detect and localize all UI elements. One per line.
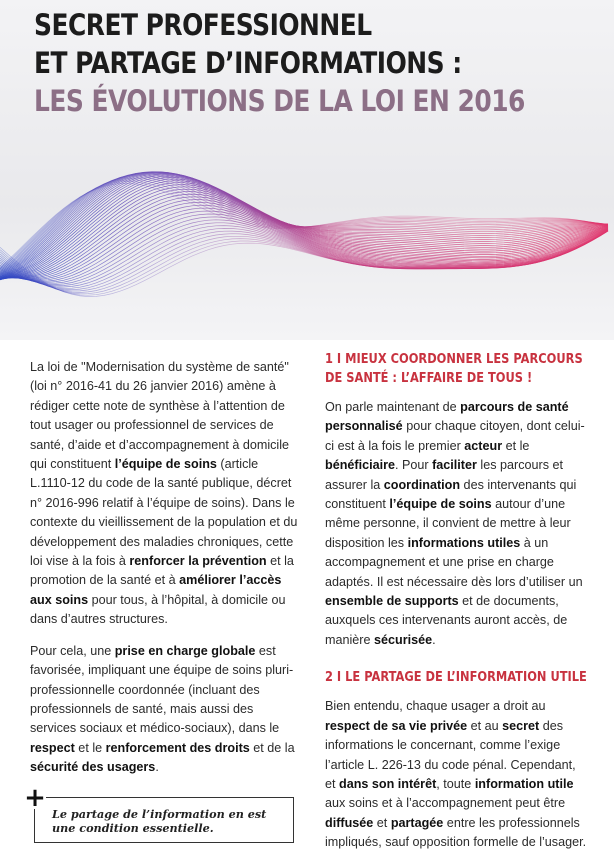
emphasis: partagée	[390, 815, 444, 830]
emphasis: acteur	[464, 438, 503, 453]
header-banner	[0, 0, 614, 340]
text: Pour cela, une	[30, 643, 115, 658]
wave-line	[0, 202, 608, 279]
text: et la promotion de la santé et à	[30, 554, 294, 588]
emphasis: améliorer l’accès aux soins	[30, 573, 282, 607]
section-2-paragraph	[325, 697, 589, 852]
emphasis: secret	[502, 718, 540, 733]
emphasis: diffusée	[325, 815, 374, 830]
emphasis: faciliter	[432, 458, 477, 473]
section-1-paragraph	[325, 398, 589, 650]
emphasis: renforcement des droits	[105, 740, 250, 755]
plus-icon: +	[24, 783, 46, 813]
text: les parcours et assurer la	[325, 458, 564, 492]
text: . Pour	[395, 458, 433, 473]
sections-column	[325, 350, 589, 865]
emphasis: bénéficiaire	[325, 458, 395, 473]
text: et le	[74, 740, 106, 755]
emphasis: informations utiles	[407, 535, 521, 550]
title-line-2: ET PARTAGE D’INFORMATIONS :	[34, 46, 462, 80]
emphasis: information utile	[474, 776, 574, 791]
text: .	[432, 632, 436, 647]
emphasis: coordination	[383, 477, 461, 492]
text: (article L.1110-12 du code de la santé publique, décret n° 2016-996 relatif à l’équipe de soins). Dans le contexte du vieillissement de la population et du développement des maladies chroniques, cette loi vise à la fois à	[30, 457, 298, 569]
intro-paragraph-2	[30, 642, 298, 778]
quote-text: Le partage de l’information en est une condition essentielle.	[52, 807, 267, 835]
text: pour tous, à l’hôpital, à domicile ou dans d’autres structures.	[30, 592, 286, 627]
title-line-3: LES ÉVOLUTIONS DE LA LOI EN 2016	[34, 84, 525, 118]
emphasis: ensemble de supports	[325, 594, 459, 609]
title-line-1: SECRET PROFESSIONNEL	[34, 8, 372, 42]
emphasis: l’équipe de soins	[389, 497, 492, 512]
emphasis: renforcer la prévention	[129, 554, 267, 569]
text: et le	[502, 438, 530, 453]
section-1-heading	[325, 350, 583, 388]
emphasis: prise en charge globale	[114, 643, 256, 658]
text: On parle maintenant de	[325, 400, 461, 414]
text: , toute	[436, 776, 475, 791]
text: pour chaque citoyen, dont celui-ci est à la fois le premier	[325, 419, 585, 453]
emphasis: respect	[30, 740, 75, 755]
intro-paragraph-1	[30, 358, 298, 630]
text: est favorisée, impliquant une équipe de soins pluri-professionnelle coordonnée (incluant des professionnels de santé, mais aussi des services sociaux et médico-sociaux), dans le	[30, 643, 294, 736]
emphasis: sécurisée	[374, 632, 433, 647]
section-2-heading: 2 I LE PARTAGE DE L’INFORMATION UTILE	[325, 669, 587, 686]
emphasis: l’équipe de soins	[114, 457, 217, 472]
text: aux soins et à l’accompagnement peut être	[325, 796, 566, 811]
text: La loi de "Modernisation du système de santé" (loi n° 2016-41 du 26 janvier 2016) amène à rédiger cette note de synthèse à l’attention de tout usager ou professionnel de services de santé, d’aide et d’accompagnement à domicile qui constituent	[30, 360, 290, 472]
heading-line: DE SANTÉ : L’AFFAIRE DE TOUS !	[325, 370, 533, 386]
wave-line	[0, 183, 608, 267]
page-title	[34, 6, 525, 120]
text: et de documents, auxquels ces intervenants auront accès, de manière	[325, 594, 568, 647]
text: autour d’une même personne, il convient de mettre à leur disposition les	[325, 497, 571, 550]
wave-decoration-icon	[0, 140, 614, 340]
emphasis: dans son intérêt	[339, 776, 437, 791]
text: .	[155, 760, 159, 775]
text: et	[373, 815, 391, 830]
intro-column	[30, 358, 298, 790]
emphasis: respect de sa vie privée	[325, 718, 468, 733]
text: des informations le concernant, comme l’exige l’article L. 226-13 du code pénal. Cependant, et	[325, 718, 576, 791]
emphasis: parcours de santé personnalisé	[325, 400, 569, 434]
text: Bien entendu, chaque usager a droit au	[325, 699, 546, 714]
heading-line: 1 I MIEUX COORDONNER LES PARCOURS	[325, 351, 583, 367]
text: et de la	[249, 740, 295, 755]
text: des intervenants qui constituent	[325, 477, 577, 512]
text: à un accompagnement et une prise en charge adaptés. Il est nécessaire dès lors d’utiliser un	[325, 535, 583, 589]
text: et au	[467, 718, 503, 733]
emphasis: sécurité des usagers	[30, 760, 156, 775]
text: entre les professionnels impliqués, sauf opposition formelle de l’usager.	[325, 815, 587, 850]
